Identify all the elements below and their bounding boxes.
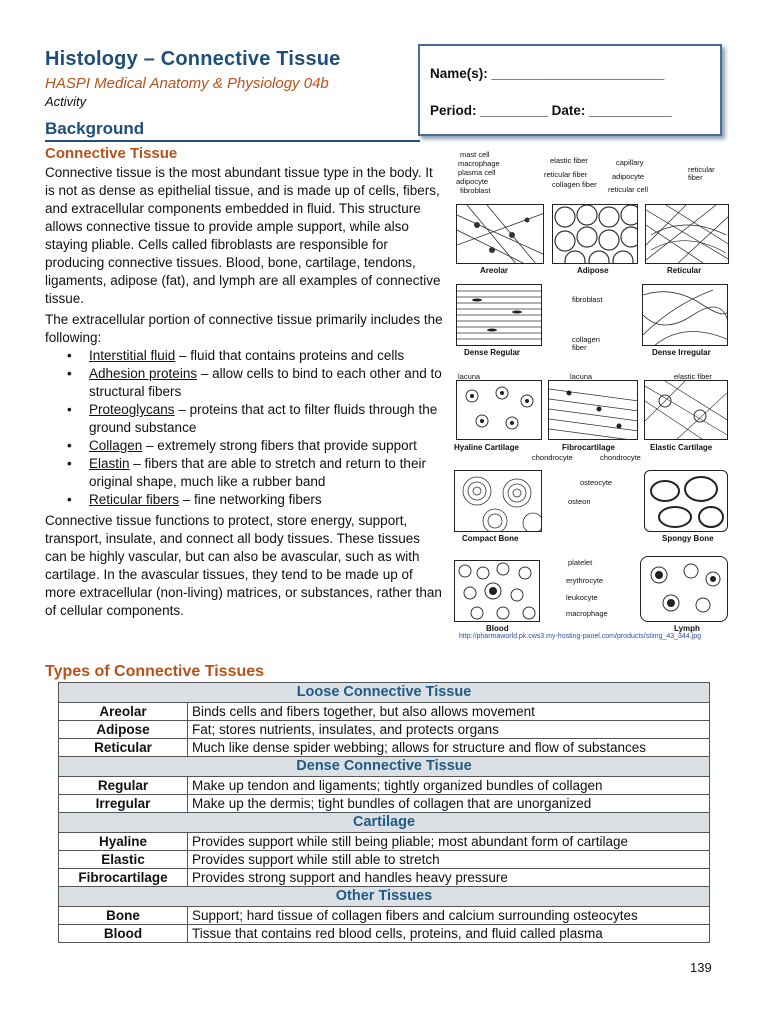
label-macrophage: macrophage [458,159,500,168]
caption-dense-regular: Dense Regular [464,348,521,357]
group-header-row [59,813,710,833]
caption-reticular: Reticular [667,266,702,275]
caption-hyaline: Hyaline Cartilage [454,443,519,452]
dense-irregular-image [642,284,728,346]
intro-text [45,164,443,620]
term-desc: – allow cells to bind to each other and to structural fibers [89,366,442,399]
label-leukocyte: leukocyte [566,593,598,602]
adipose-image [552,204,638,264]
table-row [59,907,710,925]
label-osteocyte: osteocyte [580,478,613,487]
label-mast-cell: mast cell [460,150,490,159]
hyaline-cartilage-image [456,380,542,440]
group-header-row [59,683,710,703]
list-item [45,491,443,509]
lymph-image [640,556,728,622]
label-fibroblast: fibroblast [460,186,491,195]
list-item [45,347,443,365]
caption-blood: Blood [486,624,509,633]
group-header: Loose Connective Tissue [59,683,710,703]
page-subtitle: HASPI Medical Anatomy & Physiology 04b [45,75,329,92]
tissue-name: Irregular [59,795,188,813]
label-lacuna-2: lacuna [570,372,593,381]
tissue-name: Hyaline [59,833,188,851]
label-reticular-fiber: reticular fiber [544,170,588,179]
page-title: Histology – Connective Tissue [45,48,341,70]
tissue-desc: Tissue that contains red blood cells, proteins, and fluid called plasma [188,925,710,943]
term-desc: – extremely strong fibers that provide support [142,438,417,453]
label-platelet: platelet [568,558,593,567]
tissue-desc: Binds cells and fibers together, but also allows movement [188,703,710,721]
term-desc: – fibers that are able to stretch and return to their original shape, much like a rubber band [89,456,426,489]
label-reticular-cell: reticular cell [608,185,649,194]
term-desc: – fine networking fibers [179,492,322,507]
name-period-box [418,44,722,136]
tissue-name: Elastic [59,851,188,869]
label-lacuna: lacuna [458,372,481,381]
label-adipocyte: adipocyte [456,177,489,186]
group-header: Cartilage [59,813,710,833]
page-number: 139 [690,960,712,975]
group-header: Other Tissues [59,887,710,907]
tissue-desc: Fat; stores nutrients, insulates, and protects organs [188,721,710,739]
term: Elastin [89,456,130,471]
dense-regular-image [456,284,542,346]
intro-paragraph-3: Connective tissue functions to protect, store energy, support, transport, insulate, and connect all body tissues. These tissues can be highly vascular, but can also be avascular, such as with cartilage. In the avascular tissues, they tend to be made up of more extracellular (non-living) matrices, or substances, rather than of cellular components. [45,513,442,618]
elastic-cartilage-image [644,380,728,440]
term: Reticular fibers [89,492,180,507]
term: Proteoglycans [89,402,175,417]
tissue-desc: Make up tendon and ligaments; tightly organized bundles of collagen [188,777,710,795]
reticular-image [645,204,729,264]
term-desc: – proteins that act to filter fluids through the ground substance [89,402,438,435]
table-row [59,795,710,813]
label-elastic-fiber-2: elastic fiber [674,372,712,381]
table-row [59,777,710,795]
table-row [59,869,710,887]
tissue-desc: Support; hard tissue of collagen fibers and calcium surrounding osteocytes [188,907,710,925]
label-plasma-cell: plasma cell [458,168,496,177]
term: Interstitial fluid [89,348,176,363]
spongy-bone-image [644,470,728,532]
heading-rule [45,140,420,142]
tissue-name: Areolar [59,703,188,721]
term: Adhesion proteins [89,366,198,381]
tissue-desc: Make up the dermis; tight bundles of collagen that are unorganized [188,795,710,813]
intro-paragraph-2: The extracellular portion of connective tissue primarily includes the following: [45,312,443,345]
caption-dense-irregular: Dense Irregular [652,348,711,357]
label-osteon: osteon [568,497,591,506]
label-chondrocyte-2: chondrocyte [600,453,641,462]
names-field[interactable]: Name(s): _______________________ [430,66,665,81]
label-erythrocyte: erythrocyte [566,576,604,585]
tissue-desc: Provides strong support and handles heavy pressure [188,869,710,887]
list-item [45,365,443,401]
list-item [45,455,443,491]
tissue-name: Adipose [59,721,188,739]
caption-lymph: Lymph [674,624,700,633]
caption-spongy-bone: Spongy Bone [662,534,714,543]
caption-fibrocartilage: Fibrocartilage [562,443,615,452]
label-fibroblast-2: fibroblast [572,295,603,304]
connective-tissue-table [58,682,710,943]
blood-image [454,560,540,622]
tissue-name: Blood [59,925,188,943]
tissue-desc: Provides support while still being pliable; most abundant form of cartilage [188,833,710,851]
period-date-field[interactable]: Period: _________ Date: ___________ [430,103,672,118]
background-heading: Background [45,119,145,138]
group-header: Dense Connective Tissue [59,757,710,777]
tissue-desc: Much like dense spider webbing; allows for structure and flow of substances [188,739,710,757]
tissue-illustration [452,148,730,636]
fibrocartilage-image [548,380,638,440]
label-collagen-fiber: collagen fiber [552,180,597,189]
label-elastic-fiber: elastic fiber [550,156,588,165]
table-row [59,833,710,851]
label-chondrocyte: chondrocyte [532,453,573,462]
types-heading: Types of Connective Tissues [45,663,265,680]
connective-tissue-heading: Connective Tissue [45,145,178,162]
intro-paragraph-1: Connective tissue is the most abundant tissue type in the body. It is not as dense as epithelial tissue, and is made up of cells, fibers, and extracellular components embedded in fluid. This structure allows connective tissue to provide ample support, while also staying pliable. Cells called fibroblasts are responsible for producing connective tissues. Blood, bone, cartilage, tendons, ligaments, adipose (fat), and lymph are all examples of connective tissue. [45,165,441,306]
label-adipocyte-2: adipocyte [612,172,645,181]
tissue-name: Bone [59,907,188,925]
list-item [45,401,443,437]
tissue-name: Regular [59,777,188,795]
compact-bone-image [454,470,542,532]
list-item [45,437,443,455]
table-row [59,739,710,757]
label-reticular-fiber-2: reticular fiber [688,165,715,182]
extracellular-list [45,347,443,509]
activity-label: Activity [45,94,87,109]
group-header-row [59,757,710,777]
label-collagen-fiber-2: collagen fiber [572,335,600,352]
image-source-link[interactable]: http://pharmaworld.pk.cws3.my-hosting-panel.com/products/stimg_43_344.jpg [459,633,702,640]
caption-elastic: Elastic Cartilage [650,443,713,452]
table-row [59,851,710,869]
tissue-name: Fibrocartilage [59,869,188,887]
tissue-desc: Provides support while still able to stretch [188,851,710,869]
tissue-name: Reticular [59,739,188,757]
table-row [59,703,710,721]
label-macrophage-2: macrophage [566,609,608,618]
table-row [59,721,710,739]
term-desc: – fluid that contains proteins and cells [175,348,405,363]
caption-compact-bone: Compact Bone [462,534,519,543]
caption-areolar: Areolar [480,266,509,275]
group-header-row [59,887,710,907]
label-capillary: capillary [616,158,644,167]
caption-adipose: Adipose [577,266,609,275]
table-row [59,925,710,943]
term: Collagen [89,438,143,453]
areolar-image [456,204,544,264]
